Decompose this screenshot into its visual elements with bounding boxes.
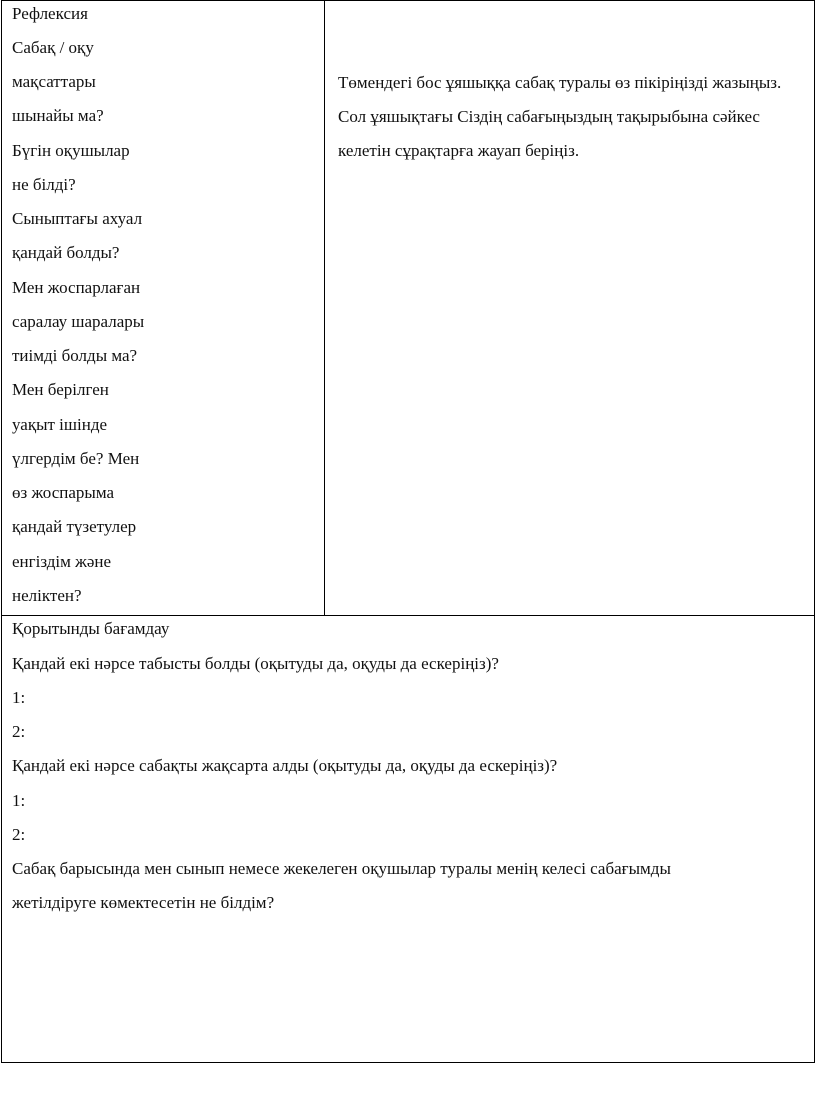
answer-slot-2: 2: (12, 825, 26, 844)
reflection-line: саралау шаралары (12, 312, 145, 331)
reflection-line: тиімді болды ма? (12, 346, 138, 365)
reflection-line: үлгердім бе? Мен (12, 449, 140, 468)
reflection-title: Рефлексия (12, 4, 88, 23)
reflection-line: енгіздім және (12, 552, 112, 571)
instruction-cell (325, 1, 814, 615)
answer-slot-1: 1: (12, 791, 26, 810)
reflection-line: Сабақ / оқу (12, 38, 94, 57)
reflection-line: уақыт ішінде (12, 415, 108, 434)
summary-title: Қорытынды бағамдау (12, 619, 170, 638)
question-improvements: Қандай екі нәрсе сабақты жақсарта алды (оқытуды да, оқуды да ескеріңіз)? (12, 756, 558, 775)
reflection-line: Мен берілген (12, 380, 109, 399)
lesson-plan-table (1, 0, 815, 1063)
reflection-line: Мен жоспарлаған (12, 278, 141, 297)
reflection-line: мақсаттары (12, 72, 96, 91)
question-learned-line-1: Сабақ барысында мен сынып немесе жекелеген оқушылар туралы менің келесі сабағымды (12, 859, 671, 878)
instruction-line: Төмендегі бос ұяшыққа сабақ туралы өз пікіріңізді жазыңыз. (338, 73, 782, 92)
answer-slot-2: 2: (12, 722, 26, 741)
question-successes: Қандай екі нәрсе табысты болды (оқытуды да, оқуды да ескеріңіз)? (12, 654, 499, 673)
reflection-line: қандай болды? (12, 243, 120, 262)
reflection-line: не білді? (12, 175, 76, 194)
reflection-line: Сыныптағы ахуал (12, 209, 143, 228)
reflection-line: Бүгін оқушылар (12, 141, 130, 160)
instruction-line: Сол ұяшықтағы Сіздің сабағыңыздың тақырыбына сәйкес (338, 107, 760, 126)
answer-slot-1: 1: (12, 688, 26, 707)
reflection-cell (2, 1, 325, 615)
instruction-line: келетін сұрақтарға жауап беріңіз. (338, 141, 580, 160)
reflection-line: шынайы ма? (12, 106, 104, 125)
reflection-line: неліктен? (12, 586, 82, 605)
reflection-row (2, 1, 814, 616)
reflection-line: өз жоспарыма (12, 483, 115, 502)
question-learned-line-2: жетілдіруге көмектесетін не білдім? (12, 893, 275, 912)
summary-row (2, 616, 814, 1062)
reflection-line: қандай түзетулер (12, 517, 137, 536)
